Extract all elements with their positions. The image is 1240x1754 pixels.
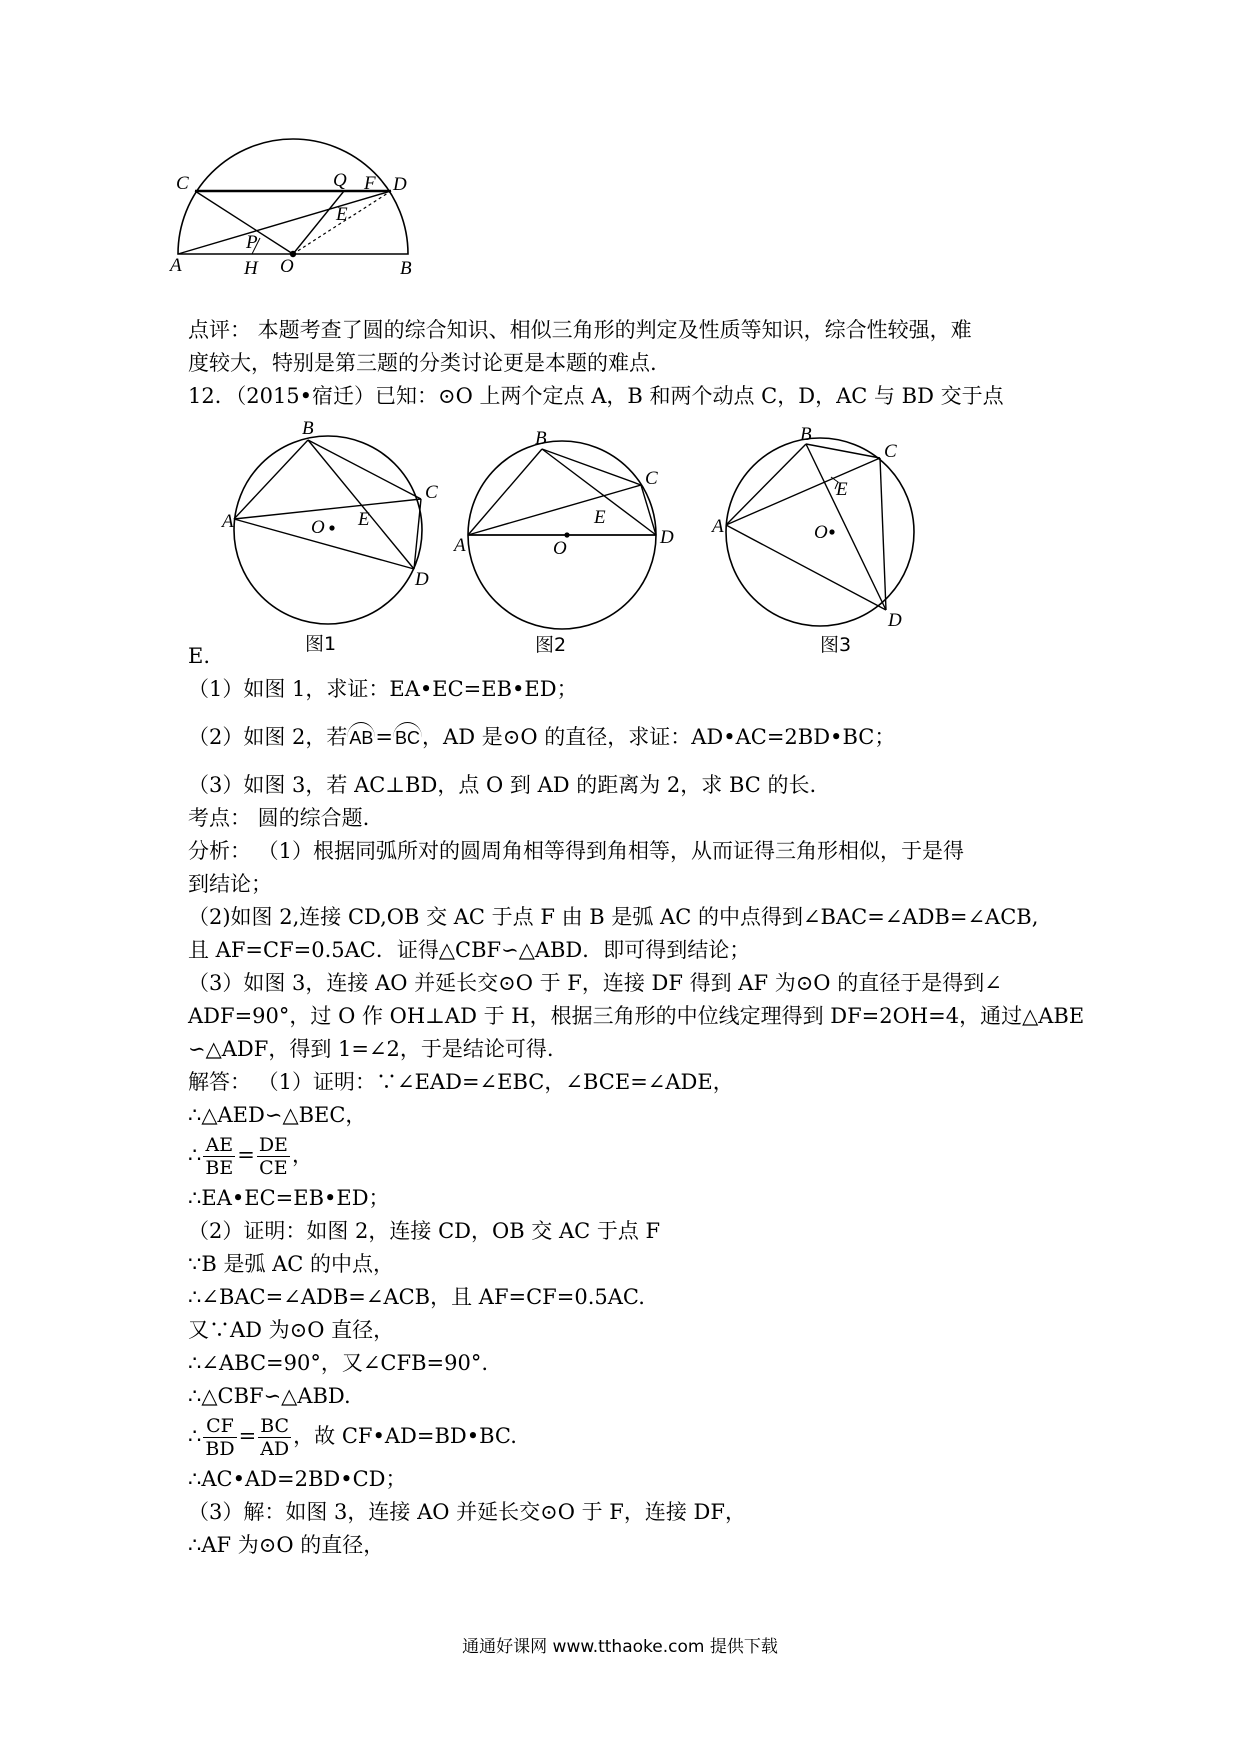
analysis-line-7: ∽△ADF，得到 1=∠2，于是结论可得. bbox=[188, 1037, 554, 1061]
answer-line-5: （2）证明：如图 2，连接 CD，OB 交 AC 于点 F bbox=[188, 1219, 661, 1243]
fig1-label-O: O bbox=[311, 517, 325, 538]
answer-fraction-1 bbox=[188, 1130, 313, 1180]
comment-line-1: 点评： 本题考查了圆的综合知识、相似三角形的判定及性质等知识，综合性较强，难 bbox=[188, 318, 972, 342]
semicircle-diagram bbox=[168, 136, 458, 286]
fig3-label-O: O bbox=[814, 522, 828, 543]
fig2-label-O: O bbox=[553, 538, 567, 559]
fig3-label-E: E bbox=[836, 479, 848, 500]
answer-line-1: 解答： （1）证明：∵∠EAD=∠EBC，∠BCE=∠ADE， bbox=[188, 1070, 734, 1094]
answer-line-2: ∴△AED∽△BEC， bbox=[188, 1103, 367, 1127]
label-H: H bbox=[244, 258, 258, 279]
question-3: （3）如图 3，若 AC⊥BD，点 O 到 AD 的距离为 2，求 BC 的长. bbox=[188, 773, 817, 797]
figure-2 bbox=[456, 420, 686, 664]
fig2-label-C: C bbox=[645, 468, 658, 489]
answer-line-7: ∴∠BAC=∠ADB=∠ACB，且 AF=CF=0.5AC. bbox=[188, 1285, 645, 1309]
figure-semicircle bbox=[168, 136, 458, 286]
answer-line-6: ∵B 是弧 AC 的中点， bbox=[188, 1252, 395, 1276]
kaodian-line: 考点： 圆的综合题. bbox=[188, 806, 370, 830]
answer-line-10: ∴△CBF∽△ABD. bbox=[188, 1384, 351, 1408]
question-1: （1）如图 1，求证：EA•EC=EB•ED； bbox=[188, 677, 578, 701]
fraction-cf-bd bbox=[203, 1415, 236, 1460]
fig3-label-A: A bbox=[712, 516, 724, 537]
fig2-label-D: D bbox=[660, 527, 674, 548]
fraction-equals: = bbox=[237, 1143, 255, 1167]
label-Q: Q bbox=[333, 170, 347, 191]
analysis-line-4: 且 AF=CF=0.5AC．证得△CBF∽△ABD．即可得到结论； bbox=[188, 938, 751, 962]
fig3-label-D: D bbox=[888, 610, 902, 631]
fig1-label-E: E bbox=[358, 509, 370, 530]
label-P: P bbox=[246, 232, 258, 253]
fraction-suffix-2: ，故 CF•AD=BD•BC. bbox=[293, 1424, 517, 1448]
circle-figure-3 bbox=[708, 420, 938, 664]
fig1-label-B: B bbox=[302, 418, 314, 439]
answer-line-4: ∴EA•EC=EB•ED； bbox=[188, 1186, 390, 1210]
answer-line-13: （3）解：如图 3，连接 AO 并延长交⊙O 于 F，连接 DF， bbox=[188, 1500, 746, 1524]
arc-equals: = bbox=[375, 725, 394, 749]
label-C: C bbox=[176, 173, 189, 194]
analysis-line-6: ADF=90°，过 O 作 OH⊥AD 于 H，根据三角形的中位线定理得到 DF=2OH=4，通过△ABE bbox=[188, 1004, 1085, 1028]
therefore-symbol: ∴ bbox=[188, 1143, 202, 1167]
fig3-caption: 图3 bbox=[820, 634, 852, 656]
fig2-label-B: B bbox=[535, 428, 547, 449]
fig1-label-C: C bbox=[425, 482, 438, 503]
fraction-suffix: ， bbox=[291, 1143, 313, 1167]
fig3-label-C: C bbox=[884, 441, 897, 462]
arc-bc: BC bbox=[393, 722, 422, 753]
fig1-label-D: D bbox=[415, 569, 429, 590]
analysis-line-3: （2)如图 2,连接 CD,OB 交 AC 于点 F 由 B 是弧 AC 的中点得到∠BAC=∠ADB=∠ACB, bbox=[188, 905, 1039, 929]
answer-line-9: ∴∠ABC=90°，又∠CFB=90°. bbox=[188, 1351, 488, 1375]
arc-ab: AB bbox=[347, 722, 375, 753]
circle-figure-1 bbox=[222, 412, 445, 664]
question-2-prefix: （2）如图 2，若 bbox=[188, 725, 348, 749]
page-footer: 通通好课网 www.tthaoke.com 提供下载 bbox=[462, 1637, 778, 1657]
problem-12-statement: 12．（2015•宿迁）已知：⊙O 上两个定点 A，B 和两个动点 C，D，AC 与 BD 交于点 bbox=[188, 384, 1004, 408]
label-A: A bbox=[170, 255, 182, 276]
label-D: D bbox=[393, 174, 407, 195]
fig3-label-B: B bbox=[800, 424, 812, 445]
denominator-ce: CE bbox=[259, 1157, 288, 1179]
numerator-bc: BC bbox=[258, 1415, 291, 1438]
denominator-be: BE bbox=[205, 1157, 234, 1179]
fig2-label-E: E bbox=[594, 507, 606, 528]
denominator-ad: AD bbox=[260, 1438, 290, 1460]
fraction-ae-be bbox=[203, 1134, 235, 1179]
analysis-line-2: 到结论； bbox=[188, 872, 272, 896]
label-E: E bbox=[336, 204, 348, 225]
label-O: O bbox=[280, 256, 294, 277]
label-B: B bbox=[400, 258, 412, 279]
question-2 bbox=[188, 722, 895, 753]
answer-line-8: 又∵AD 为⊙O 直径， bbox=[188, 1318, 395, 1342]
denominator-bd: BD bbox=[205, 1438, 235, 1460]
comment-line-2: 度较大，特别是第三题的分类讨论更是本题的难点. bbox=[188, 351, 657, 375]
therefore-symbol-2: ∴ bbox=[188, 1424, 202, 1448]
analysis-line-5: （3）如图 3，连接 AO 并延长交⊙O 于 F，连接 DF 得到 AF 为⊙O 的直径于是得到∠ bbox=[188, 971, 1002, 995]
figure-1 bbox=[222, 412, 445, 664]
circle-figure-2 bbox=[456, 420, 686, 664]
fraction-equals-2: = bbox=[238, 1424, 257, 1448]
fraction-de-ce bbox=[257, 1134, 290, 1179]
fig2-caption: 图2 bbox=[535, 634, 567, 656]
answer-line-14: ∴AF 为⊙O 的直径， bbox=[188, 1533, 385, 1557]
question-2-suffix: ，AD 是⊙O 的直径，求证：AD•AC=2BD•BC； bbox=[422, 725, 896, 749]
fig1-label-A: A bbox=[222, 511, 234, 532]
fig2-label-A: A bbox=[454, 535, 466, 556]
numerator-ae: AE bbox=[203, 1134, 235, 1157]
answer-fraction-2 bbox=[188, 1411, 517, 1461]
numerator-cf: CF bbox=[203, 1415, 236, 1438]
label-F: F bbox=[364, 173, 376, 194]
analysis-line-1: 分析： （1）根据同弧所对的圆周角相等得到角相等，从而证得三角形相似，于是得 bbox=[188, 839, 965, 863]
fraction-bc-ad bbox=[258, 1415, 291, 1460]
answer-line-12: ∴AC•AD=2BD•CD； bbox=[188, 1467, 407, 1491]
figure-3 bbox=[708, 420, 938, 664]
numerator-de: DE bbox=[258, 1134, 288, 1156]
fig1-caption: 图1 bbox=[305, 633, 337, 655]
statement-continuation: E. bbox=[188, 644, 211, 668]
